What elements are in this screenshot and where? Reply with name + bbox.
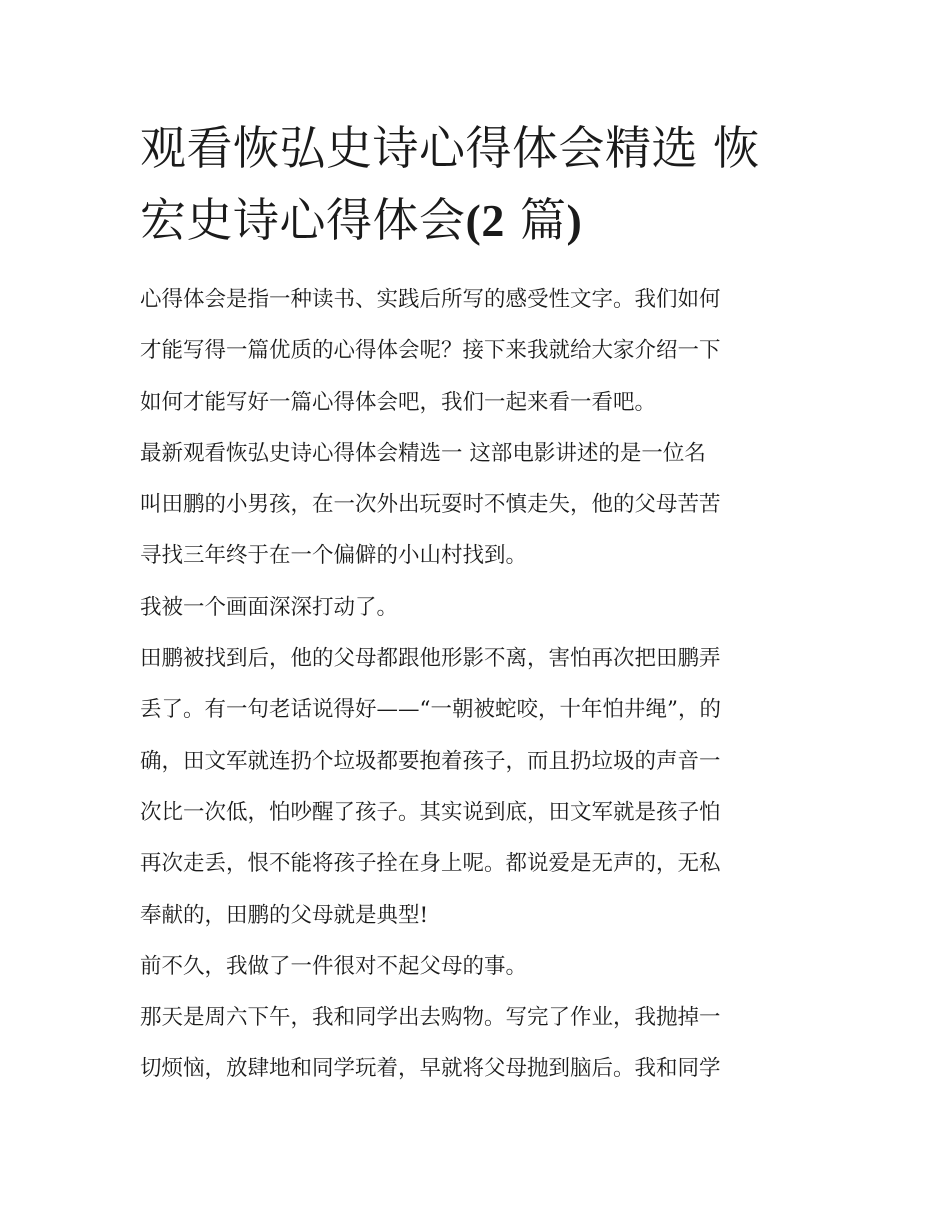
title-line-1: 观看恢弘史诗心得体会精选 恢 [140,121,760,175]
title-line-2-prefix: 宏史诗心得体会 [140,193,466,247]
body-line: 如何才能写好一篇心得体会吧，我们一起来看一看吧。 [140,389,657,415]
body-line: 前不久，我做了一件很对不起父母的事。 [140,953,528,979]
body-line: 丢了。有一句老话说得好——“一朝被蛇咬，十年怕井绳”，的 [140,697,721,723]
body-line: 田鹏被找到后，他的父母都跟他形影不离，害怕再次把田鹏弄 [140,646,721,672]
body-line: 奉献的，田鹏的父母就是典型! [140,902,429,928]
body-line: 次比一次低，怕吵醒了孩子。其实说到底，田文军就是孩子怕 [140,799,721,825]
document-body [140,284,820,1105]
body-line: 才能写得一篇优质的心得体会呢？接下来我就给大家介绍一下 [140,338,721,364]
body-line: 切烦恼，放肆地和同学玩着，早就将父母抛到脑后。我和同学 [140,1056,721,1082]
title-line-2-count: (2 [465,195,505,246]
body-line: 再次走丢，恨不能将孩子拴在身上呢。都说爱是无声的，无私 [140,851,721,877]
body-line: 最新观看恢弘史诗心得体会精选一 这部电影讲述的是一位名 [140,440,706,466]
document-title [140,112,820,257]
body-line: 确，田文军就连扔个垃圾都要抱着孩子，而且扔垃圾的声音一 [140,748,721,774]
title-line-2-unit: 篇 [504,193,567,247]
body-line: 我被一个画面深深打动了。 [140,594,399,620]
body-line: 寻找三年终于在一个偏僻的小山村找到。 [140,543,528,569]
body-line: 叫田鹏的小男孩，在一次外出玩耍时不慎走失，他的父母苦苦 [140,492,721,518]
body-line: 那天是周六下午，我和同学出去购物。写完了作业，我抛掉一 [140,1005,721,1031]
body-line: 心得体会是指一种读书、实践后所写的感受性文字。我们如何 [140,287,721,312]
title-line-2-close: ) [566,195,583,246]
